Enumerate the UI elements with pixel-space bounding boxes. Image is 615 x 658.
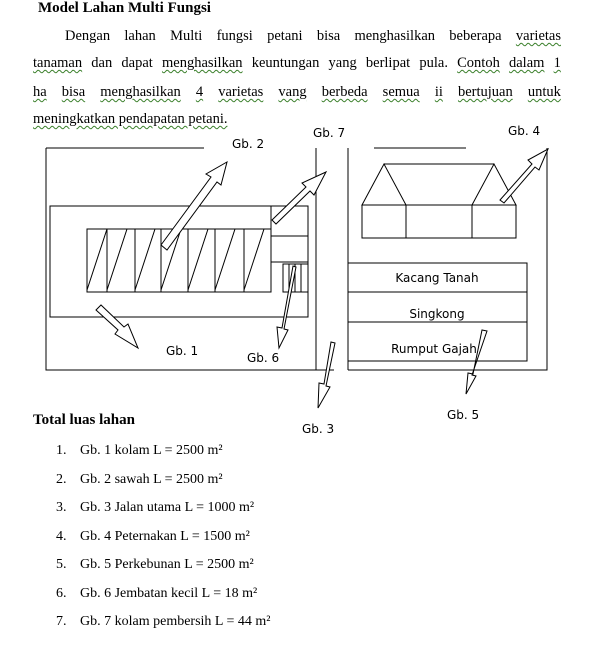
paragraph-word: pula. xyxy=(419,55,448,71)
paragraph-word: 4 xyxy=(195,84,204,100)
list-item: 6. Gb. 6 Jembatan kecil L = 18 m² xyxy=(56,585,258,601)
label-gb1: Gb. 1 xyxy=(166,344,199,358)
paragraph-word: bertujuan xyxy=(457,84,513,100)
paragraph-word: keuntungan xyxy=(251,55,320,71)
document-title: Model Lahan Multi Fungsi xyxy=(38,0,211,16)
paragraph-word: berlipat xyxy=(365,55,411,71)
arrow-gb1 xyxy=(96,305,138,348)
list-item: 3. Gb. 3 Jalan utama L = 1000 m² xyxy=(56,500,255,515)
plot-label-rumput: Rumput Gajah xyxy=(391,342,477,356)
paragraph-word: untuk xyxy=(527,84,561,100)
label-gb2: Gb. 2 xyxy=(232,137,265,151)
paragraph-word: varietas xyxy=(218,84,264,100)
paragraph-word: Multi xyxy=(170,28,203,44)
paragraph-word: tanaman xyxy=(33,55,83,71)
paragraph-word: fungsi xyxy=(216,28,253,44)
paragraph-word: varietas xyxy=(515,28,561,44)
paragraph-word: Contoh xyxy=(457,55,500,71)
paragraph-word: ii xyxy=(434,84,443,100)
paragraph-word: semua xyxy=(382,84,420,100)
arrow-gb7 xyxy=(272,172,326,224)
paragraph-word: dalam xyxy=(509,55,545,71)
arrow-gb4 xyxy=(500,149,548,203)
paragraph-word: 1 xyxy=(553,55,561,71)
paragraph-line-4-text: meningkatkan pendapatan petani. xyxy=(33,111,228,127)
plot-label-kacang: Kacang Tanah xyxy=(395,271,479,285)
paragraph-word: bisa xyxy=(61,84,86,100)
arrow-gb3 xyxy=(318,342,335,408)
kolam-pembersih-inner xyxy=(271,236,308,262)
paragraph-word: menghasilkan xyxy=(354,28,436,44)
list-item: 7. Gb. 7 kolam pembersih L = 44 m² xyxy=(56,614,271,629)
left-field-outline xyxy=(46,148,334,370)
paragraph-word: menghasilkan xyxy=(100,84,181,100)
plot-label-singkong: Singkong xyxy=(409,307,465,321)
paragraph-word: lahan xyxy=(124,28,156,44)
paragraph-word: yang xyxy=(328,55,357,71)
list-item: 4. Gb. 4 Peternakan L = 1500 m² xyxy=(56,528,250,544)
paragraph-word: beberapa xyxy=(449,28,502,44)
area-list xyxy=(56,440,270,640)
label-gb4: Gb. 4 xyxy=(508,124,541,138)
paragraph-word: vang xyxy=(278,84,307,100)
list-item: 2. Gb. 2 sawah L = 2500 m² xyxy=(56,471,223,487)
paragraph-word: Dengan xyxy=(65,28,111,44)
paragraph-word: ha xyxy=(33,84,47,100)
list-item: 1. Gb. 1 kolam L = 2500 m² xyxy=(56,443,223,458)
paragraph-word: dan xyxy=(91,55,113,71)
kolam-rectangle xyxy=(87,229,271,292)
arrow-gb6 xyxy=(277,266,296,348)
list-item: 5. Gb. 5 Perkebunan L = 2500 m² xyxy=(56,557,254,572)
label-gb3: Gb. 3 xyxy=(302,422,335,436)
label-gb7: Gb. 7 xyxy=(313,126,346,140)
label-gb5: Gb. 5 xyxy=(447,408,480,422)
paragraph-word: bisa xyxy=(316,28,341,44)
paragraph-word: petani xyxy=(267,28,303,44)
peternakan-building xyxy=(362,164,516,238)
total-heading: Total luas lahan xyxy=(33,412,135,428)
label-gb6: Gb. 6 xyxy=(247,351,280,365)
paragraph-word: menghasilkan xyxy=(161,55,243,71)
paragraph-word: berbeda xyxy=(321,84,368,100)
arrow-gb5 xyxy=(466,330,487,394)
paragraph-word: dapat xyxy=(121,55,153,71)
